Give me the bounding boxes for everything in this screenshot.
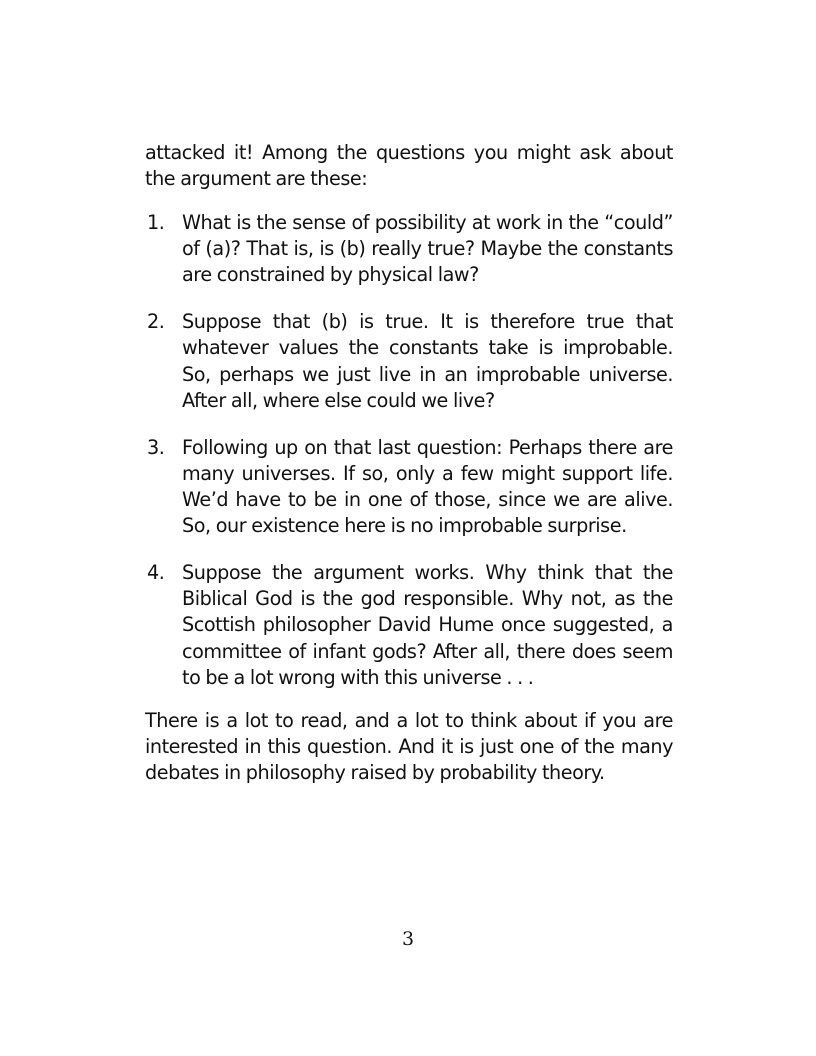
list-item (145, 560, 673, 691)
intro-text: attacked it! Among the questions you might ask about the argument are these: (145, 141, 673, 191)
list-item-number: 1. (147, 211, 165, 234)
list-item-number: 4. (147, 561, 165, 585)
list-item-number: 3. (147, 435, 165, 459)
list-item-text: What is the sense of possibility at work in the “could” of (a)? That is, is (b) really true? Maybe the constants are constrained by physical law? (182, 211, 673, 287)
closing-paragraph (145, 708, 673, 787)
page-number: 3 (401, 928, 415, 950)
questions-list (145, 210, 673, 712)
closing-text: There is a lot to read, and a lot to think about if you are interested in this question. And it is just one of the many debates in philosophy raised by probability theory. (145, 709, 673, 785)
list-item-text: Suppose that (b) is true. It is therefore true that whatever values the constants take is improbable. So, perhaps we just live in an improbable universe. After all, where else could we live? (182, 310, 673, 412)
list-item-text: Following up on that last question: Perhaps there are many universes. If so, only a few might support life. We’d have to be in one of those, since we are alive. So, our existence here is no improbable surprise. (182, 435, 673, 538)
list-item (145, 210, 673, 289)
list-item (145, 309, 673, 414)
intro-paragraph (145, 140, 673, 192)
list-item (145, 435, 673, 540)
list-item-text: Suppose the argument works. Why think that the Biblical God is the god responsible. Why not, as the Scottish philosopher David Hume once suggested, a committee of infant gods? After all, there does seem to be a lot wrong with this universe . . . (182, 561, 673, 689)
list-item-number: 2. (147, 310, 165, 334)
